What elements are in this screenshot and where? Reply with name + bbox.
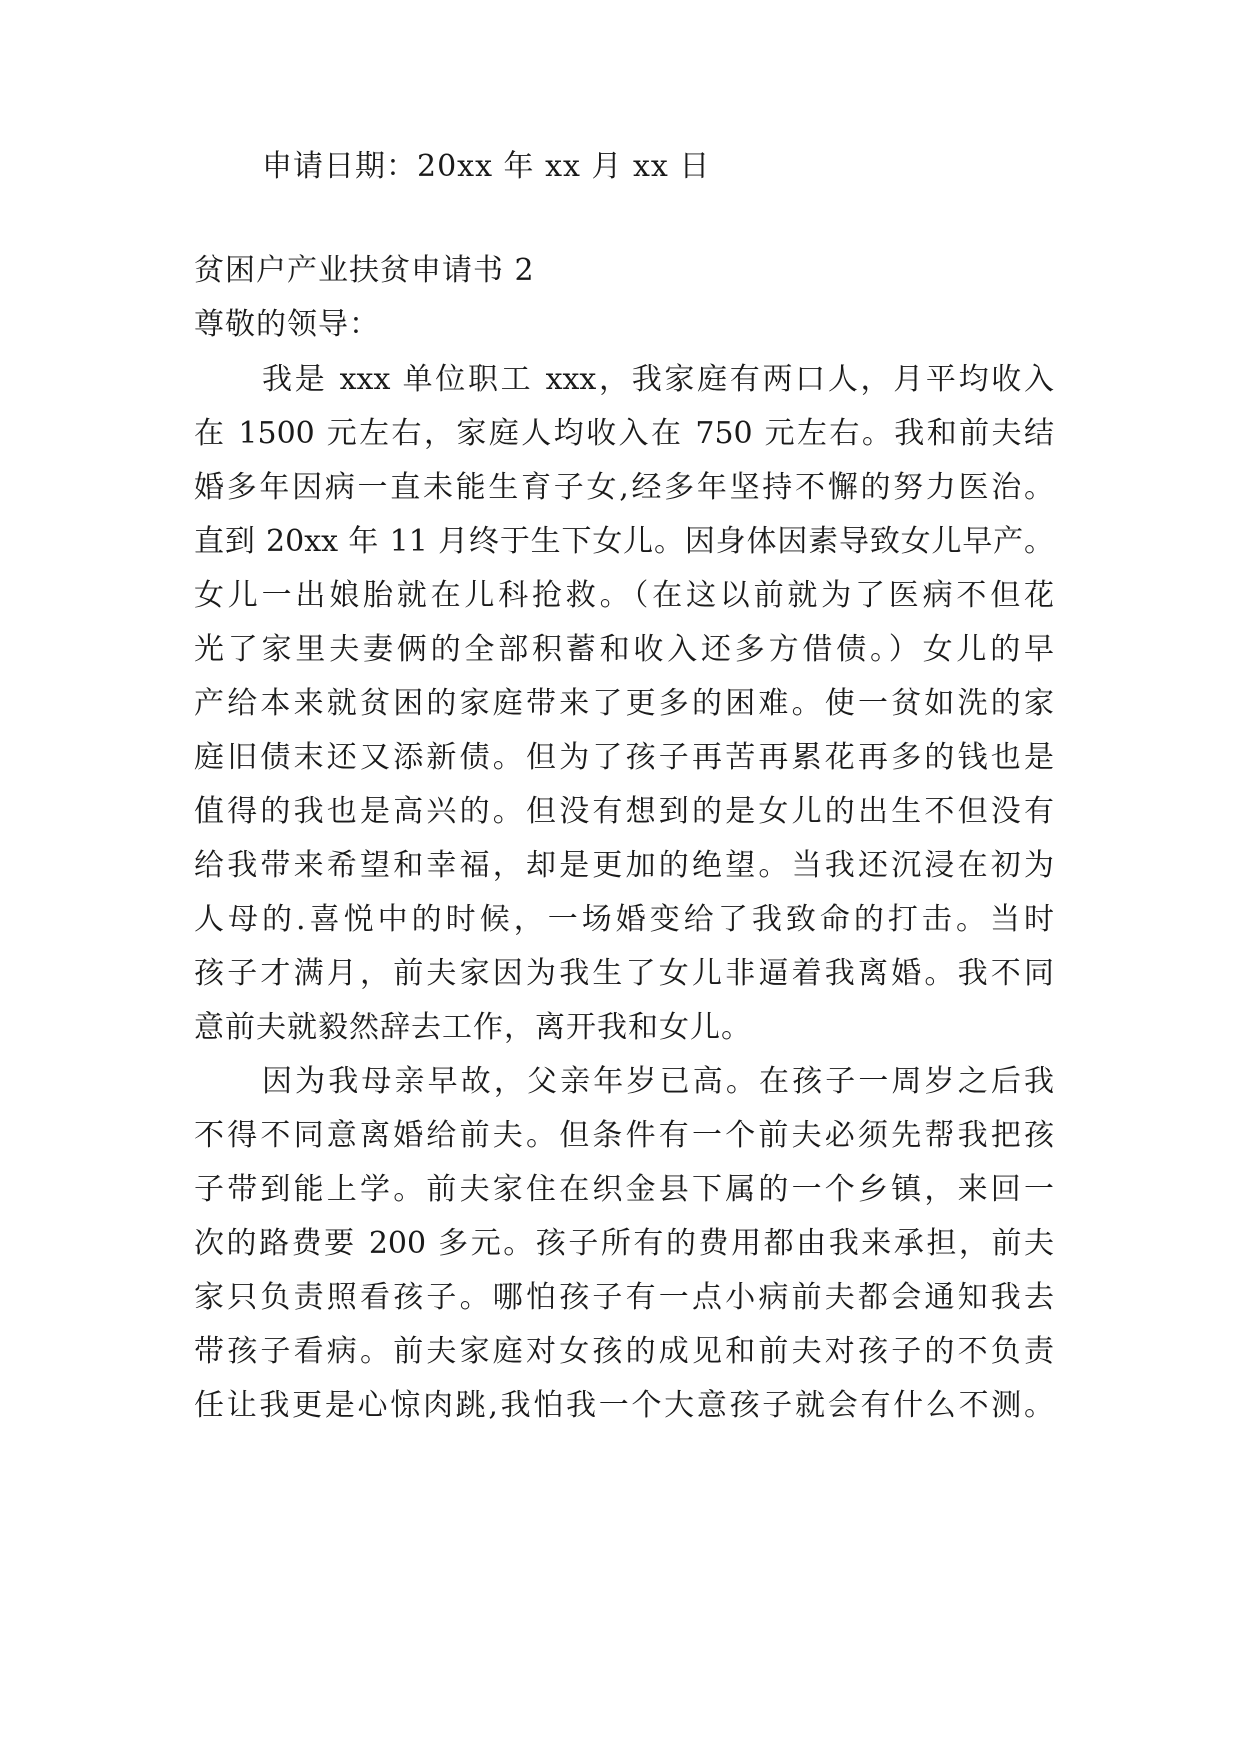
salutation: 尊敬的领导： — [194, 307, 380, 342]
paragraph-line: 婚多年因病一直未能生育子女,经多年坚持不懈的努力医治。 — [194, 470, 1054, 505]
paragraph-line: 给我带来希望和幸福，却是更加的绝望。当我还沉浸在初为 — [194, 848, 1054, 883]
document-title: 贫困户产业扶贫申请书 2 — [194, 253, 535, 288]
paragraph-line: 值得的我也是高兴的。但没有想到的是女儿的出生不但没有 — [194, 794, 1054, 829]
paragraph-line: 在 1500 元左右，家庭人均收入在 750 元左右。我和前夫结 — [194, 416, 1054, 451]
paragraph-line: 孩子才满月，前夫家因为我生了女儿非逼着我离婚。我不同 — [194, 956, 1054, 991]
paragraph-line: 子带到能上学。前夫家住在织金县下属的一个乡镇，来回一 — [194, 1172, 1054, 1207]
paragraph-line: 庭旧债末还又添新债。但为了孩子再苦再累花再多的钱也是 — [194, 740, 1054, 775]
paragraph-line: 带孩子看病。前夫家庭对女孩的成见和前夫对孩子的不负责 — [194, 1334, 1054, 1369]
paragraph-line: 光了家里夫妻俩的全部积蓄和收入还多方借债。）女儿的早 — [194, 632, 1054, 667]
paragraph-line: 我是 xxx 单位职工 xxx，我家庭有两口人，月平均收入 — [262, 362, 1054, 397]
paragraph-line: 女儿一出娘胎就在儿科抢救。（在这以前就为了医病不但花 — [194, 578, 1054, 613]
paragraph-line: 因为我母亲早故，父亲年岁已高。在孩子一周岁之后我 — [262, 1064, 1054, 1099]
paragraph-line: 意前夫就毅然辞去工作，离开我和女儿。 — [194, 1010, 752, 1045]
paragraph-line: 次的路费要 200 多元。孩子所有的费用都由我来承担，前夫 — [194, 1226, 1054, 1261]
paragraph-line: 家只负责照看孩子。哪怕孩子有一点小病前夫都会通知我去 — [194, 1280, 1054, 1315]
paragraph-line: 不得不同意离婚给前夫。但条件有一个前夫必须先帮我把孩 — [194, 1118, 1054, 1153]
paragraph-line: 人母的.喜悦中的时候，一场婚变给了我致命的打击。当时 — [194, 902, 1054, 937]
paragraph-line: 直到 20xx 年 11 月终于生下女儿。因身体因素导致女儿早产。 — [194, 524, 1054, 559]
paragraph-line: 任让我更是心惊肉跳,我怕我一个大意孩子就会有什么不测。 — [194, 1388, 1054, 1423]
application-date: 申请日期：20xx 年 xx 月 xx 日 — [262, 149, 711, 184]
paragraph-line: 产给本来就贫困的家庭带来了更多的困难。使一贫如洗的家 — [194, 686, 1054, 721]
